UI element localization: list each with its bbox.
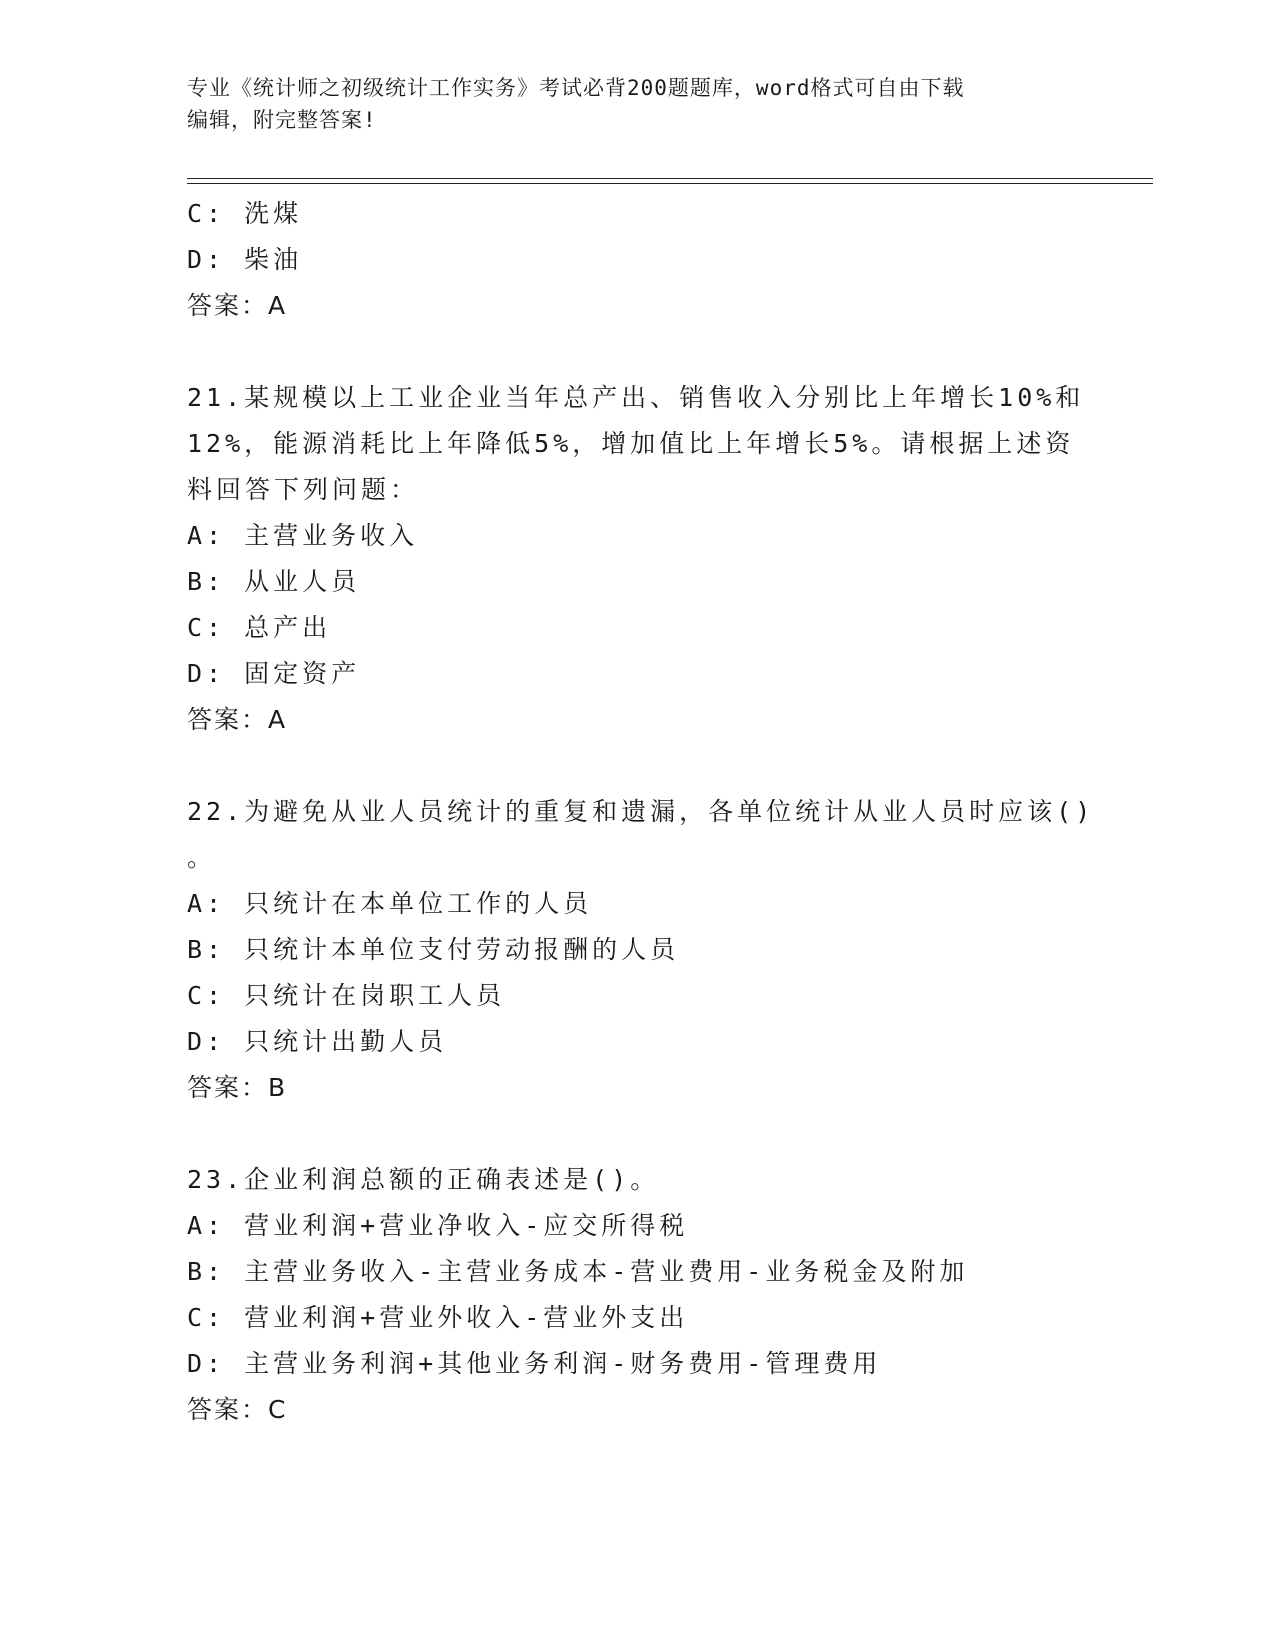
option-item <box>187 927 1087 973</box>
option-text: 营业利润+营业净收入-应交所得税 <box>244 1211 689 1240</box>
option-text: 从业人员 <box>244 567 361 596</box>
option-text: 只统计出勤人员 <box>244 1027 448 1056</box>
option-key: C: <box>187 981 226 1010</box>
option-key: D: <box>187 1027 226 1056</box>
option-key: A: <box>187 1211 226 1240</box>
answer-line: 答案：C <box>187 1395 288 1424</box>
answer-line: 答案：B <box>187 1073 288 1102</box>
option-item <box>187 1203 1087 1249</box>
option-key: B: <box>187 567 226 596</box>
option-text: 只统计本单位支付劳动报酬的人员 <box>244 935 680 964</box>
option-key: A: <box>187 889 226 918</box>
option-item <box>187 1019 1087 1065</box>
option-key: C: <box>187 613 226 642</box>
option-text: 主营业务利润+其他业务利润-财务费用-管理费用 <box>244 1349 882 1378</box>
document-header <box>187 72 1087 136</box>
option-text: 固定资产 <box>244 659 361 688</box>
option-text: 只统计在岗职工人员 <box>244 981 506 1010</box>
option-item <box>187 1341 1087 1387</box>
header-divider <box>187 178 1153 179</box>
question-stem-line: 12%，能源消耗比上年降低5%，增加值比上年增长5%。请根据上述资 <box>187 429 1075 458</box>
option-key: B: <box>187 1257 226 1286</box>
option-item <box>187 513 1087 559</box>
option-text: 只统计在本单位工作的人员 <box>244 889 593 918</box>
document-body <box>187 191 1095 1433</box>
option-key: D: <box>187 245 226 274</box>
carryover-block <box>187 191 1087 329</box>
spacer <box>187 743 1087 789</box>
header-line: 编辑，附完整答案! <box>187 108 377 132</box>
option-item <box>187 651 1087 697</box>
option-key: A: <box>187 521 226 550</box>
option-text: 主营业务收入-主营业务成本-营业费用-业务税金及附加 <box>244 1257 969 1286</box>
option-key: C: <box>187 199 226 228</box>
option-key: D: <box>187 659 226 688</box>
answer-line: 答案：A <box>187 705 288 734</box>
spacer <box>187 329 1087 375</box>
option-item <box>187 237 1087 283</box>
option-key: B: <box>187 935 226 964</box>
question-stem-line: 21.某规模以上工业企业当年总产出、销售收入分别比上年增长10%和 <box>187 383 1085 412</box>
question-stem-line: 23.企业利润总额的正确表述是()。 <box>187 1165 660 1194</box>
question-stem-line: 22.为避免从业人员统计的重复和遗漏，各单位统计从业人员时应该() <box>187 797 1095 826</box>
option-item <box>187 191 1087 237</box>
option-key: C: <box>187 1303 226 1332</box>
option-item <box>187 559 1087 605</box>
spacer <box>187 1111 1087 1157</box>
option-text: 营业利润+营业外收入-营业外支出 <box>244 1303 689 1332</box>
answer-line: 答案：A <box>187 291 288 320</box>
option-text: 柴油 <box>244 245 303 274</box>
header-line: 专业《统计师之初级统计工作实务》考试必背200题题库，word格式可自由下载 <box>187 76 965 100</box>
option-key: D: <box>187 1349 226 1378</box>
option-text: 总产出 <box>244 613 332 642</box>
question-stem-line: 料回答下列问题： <box>187 475 420 504</box>
question-22 <box>187 789 1095 1111</box>
header-divider <box>187 183 1153 184</box>
option-item <box>187 1295 1087 1341</box>
question-21 <box>187 375 1087 743</box>
option-item <box>187 881 1087 927</box>
option-item <box>187 973 1087 1019</box>
option-item <box>187 605 1087 651</box>
option-item <box>187 1249 1087 1295</box>
question-23 <box>187 1157 1087 1433</box>
option-text: 洗煤 <box>244 199 303 228</box>
option-text: 主营业务收入 <box>244 521 419 550</box>
question-stem-line: 。 <box>187 843 217 872</box>
